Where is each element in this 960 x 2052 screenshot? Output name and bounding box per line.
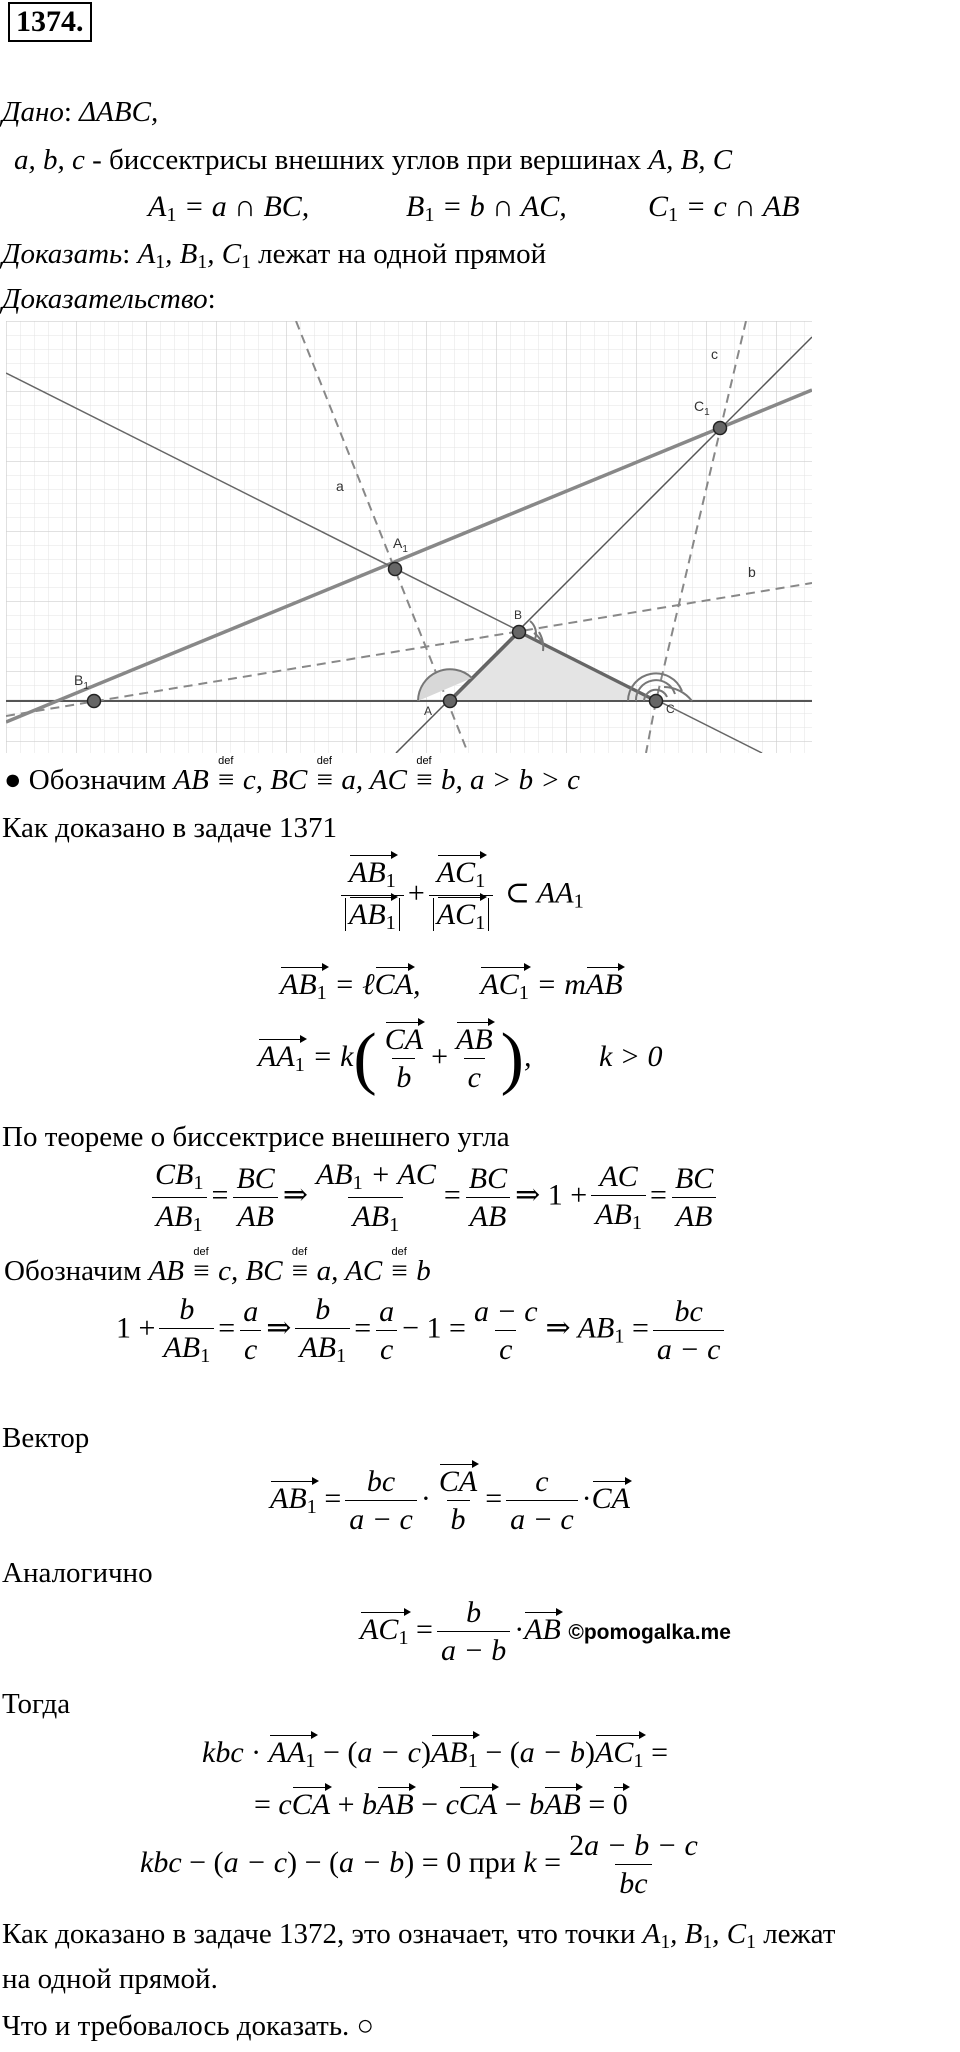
intersection-a1: $A_1 = a$ ∩ BC, — [148, 190, 310, 227]
formula-bisector-ratio: $\frac{CB_1}{AB_1}$ = $\frac{BC}{AB}$ ⇒ $\frac{AB_1 + AC}{AB_1}$ = $\frac{BC}{AB}$ ⇒ 1 + $\frac{AC}{AB_1}$ = $\frac{BC}{AB}$ — [147, 1160, 721, 1235]
formula-k-value: kbc − (a − c) − (a − b) = 0 при k = $\frac{2a - b - c}{bc}$ — [140, 1829, 698, 1900]
label-point-b1: $B_1$ — [74, 672, 89, 692]
label-point-c1: $C_1$ — [694, 398, 710, 418]
conclusion-text: Как доказано в задаче 1372, это означает, что точки — [2, 1918, 636, 1950]
proof-label: Доказательство — [2, 283, 208, 315]
formula-aa1: $AA_1 = k$( $\frac{CA}{b}$ + $\frac{AB}{c}$ ), k > 0 — [258, 1020, 663, 1097]
notation2-label: Обозначим — [4, 1255, 142, 1287]
grid — [6, 321, 812, 753]
bisector-text: - биссектрисы внешних углов при вершинах — [92, 144, 642, 176]
point-b1 — [88, 695, 101, 708]
at-word: при — [468, 1845, 516, 1879]
formula-unit-sum: $\frac{AB_1}{AB_1}$ + $\frac{AC_1}{AC_1}$ ⊂ $AA_1$ — [337, 858, 584, 933]
point-c — [650, 695, 663, 708]
label-c-line: c — [711, 346, 718, 362]
point-b — [513, 626, 526, 639]
qed-line: Что и требовалось доказать. ○ — [2, 2010, 375, 2042]
theorem-line: По теореме о биссектрисе внешнего угла — [2, 1121, 510, 1153]
label-point-a: A — [424, 704, 433, 718]
formula-combination-1: kbc · $AA_1 - (a - c)AB_1 - (a - b)AC_1$ = — [202, 1736, 668, 1773]
formula-vec-ac1: $AC_1$ = $\frac{b}{a - b}$ ·AB ©pomogalka.me — [360, 1596, 731, 1667]
formula-ab1-ac1: $AB_1$ = ℓCA, $AC_1$ = mAB — [280, 968, 623, 1005]
label-b-line: b — [748, 564, 756, 580]
label-point-c: C — [666, 702, 675, 716]
point-a — [444, 695, 457, 708]
label-point-a1: $A_1$ — [393, 535, 408, 555]
prove-text: лежат на одной прямой — [258, 238, 547, 270]
similar-word: Аналогично — [2, 1557, 153, 1589]
bisector-vertices: A, B, C — [648, 144, 733, 176]
bisector-vars: a, b, c — [14, 144, 85, 176]
line-1371: Как доказано в задаче 1371 — [2, 812, 337, 844]
intersection-c1: $C_1 = c$ ∩ AB — [648, 190, 800, 227]
task-number: 1374. — [8, 2, 92, 42]
geometry-diagram — [6, 321, 812, 753]
formula-vec-ab1: $AB_1$ = $\frac{bc}{a - c}$ · $\frac{CA}{b}$ = $\frac{c}{a - c}$ ·CA — [270, 1465, 631, 1536]
label-a-line: a — [336, 478, 344, 494]
notation-line-2: Обозначим AB def ≡ c, BC def ≡ a, AC def ≡ b — [4, 1246, 431, 1287]
prove-label: Доказать — [2, 238, 123, 270]
bisectors-line — [14, 146, 732, 175]
conclusion-end: лежат — [763, 1918, 836, 1950]
point-a1 — [389, 563, 402, 576]
notation-bullet: ● Обозначим — [4, 764, 167, 796]
given-triangle: ΔABC, — [79, 96, 159, 128]
label-point-b: B — [514, 608, 523, 622]
formula-ab1-solution: 1 + $\frac{b}{AB_1}$ = $\frac{a}{c}$ ⇒ $\frac{b}{AB_1}$ = $\frac{a}{c}$ − 1 = $\frac{a - c}{c}$ ⇒ $AB_1$ = $\frac{bc}{a - c}$ — [116, 1295, 728, 1367]
conclusion-line-2: на одной прямой. — [2, 1963, 218, 1995]
vector-word: Вектор — [2, 1422, 90, 1454]
point-c1 — [714, 422, 727, 435]
watermark: ©pomogalka.me — [568, 1620, 731, 1644]
given-line: Дано: ΔABC, — [2, 96, 159, 128]
given-label: Дано — [2, 96, 64, 128]
prove-line: Доказать: $A_1$, $B_1$, $C_1$ лежат на одной прямой — [2, 238, 547, 273]
intersection-b1: $B_1 = b$ ∩ AC, — [406, 190, 567, 227]
conclusion-line-1: Как доказано в задаче 1372, это означает, что точки $A_1$, $B_1$, $C_1$ лежат — [2, 1918, 836, 1953]
notation-line: ● Обозначим AB def ≡ c, BC def ≡ a, AC def ≡ b, a > b > c — [4, 755, 581, 796]
proof-heading: Доказательство: — [2, 283, 216, 315]
formula-combination-2: = cCA + bAB − cCA − bAB = 0 — [254, 1788, 628, 1821]
then-word: Тогда — [2, 1688, 71, 1720]
